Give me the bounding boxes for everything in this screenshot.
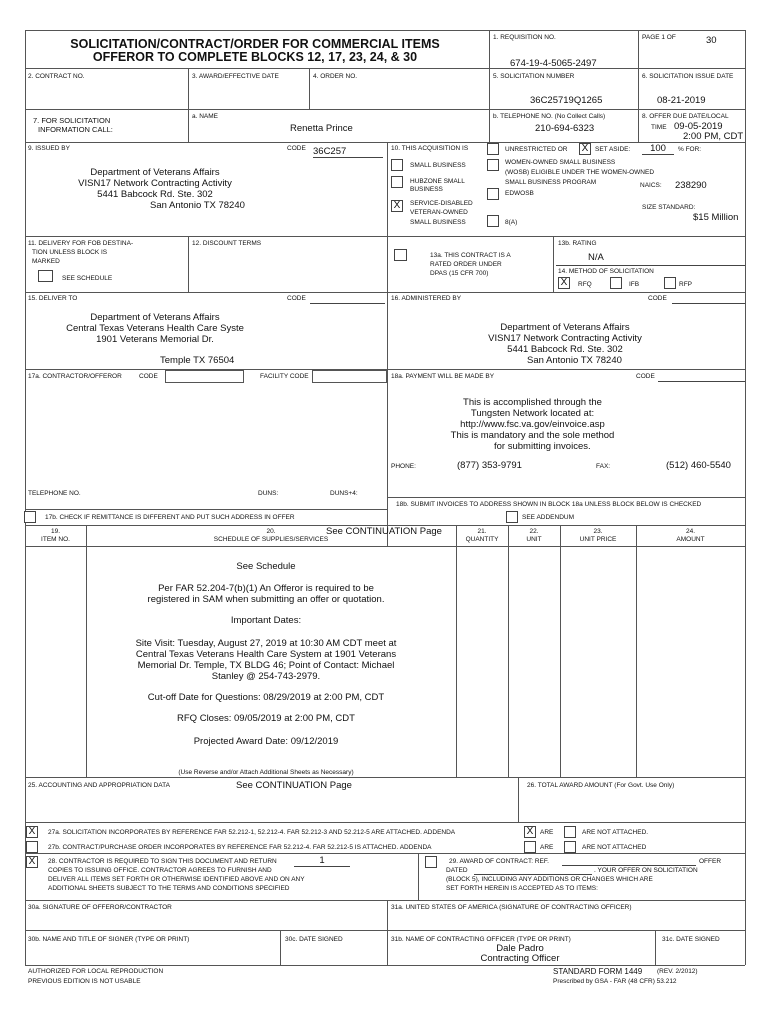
small-business-label: SMALL BUSINESS: [410, 162, 466, 169]
rfp-label: RFP: [679, 281, 692, 288]
info-call-label-2: INFORMATION CALL:: [38, 125, 113, 134]
clause-27b-checkbox[interactable]: [26, 841, 38, 853]
deliver-to-code-label: CODE: [287, 295, 306, 302]
telephone-label: b. TELEPHONE NO. (No Collect Calls): [493, 113, 606, 120]
rfp-checkbox[interactable]: [664, 277, 676, 289]
prescribed-by: Prescribed by GSA - FAR (48 CFR) 53.212: [553, 978, 677, 985]
offeror-date-label: 30c. DATE SIGNED: [285, 936, 343, 943]
requisition-value[interactable]: 674-19-4-5065-2497: [510, 58, 597, 69]
edition-note: PREVIOUS EDITION IS NOT USABLE: [28, 978, 141, 985]
naics-label: NAICS:: [640, 182, 662, 189]
unrestricted-label: UNRESTRICTED OR: [505, 146, 568, 153]
solicitation-number[interactable]: 36C25719Q1265: [530, 95, 603, 106]
clause-27a: 27a. SOLICITATION INCORPORATES BY REFERENCE FAR 52.212-1, 52.212-4. FAR 52.212-3 AND 52.212-5 ARE ATTACHED. ADDENDA: [48, 829, 456, 836]
acquisition-label: 10. THIS ACQUISITION IS: [391, 145, 469, 152]
payment-phone[interactable]: (877) 353-9791: [457, 460, 522, 471]
addendum-checkbox[interactable]: [506, 511, 518, 523]
wosb-label: WOMEN-OWNED SMALL BUSINESS: [505, 159, 616, 166]
issued-by-code-label: CODE: [287, 145, 306, 152]
edwosb-label: EDWOSB: [505, 190, 534, 197]
rated-order-label: 13a. THIS CONTRACT IS A: [430, 252, 511, 259]
rated-order-checkbox[interactable]: [394, 249, 407, 261]
contractor-label: 17a. CONTRACTOR/OFFEROR: [28, 373, 122, 380]
wosb-checkbox[interactable]: [487, 159, 499, 171]
contact-name[interactable]: Renetta Prince: [290, 123, 353, 134]
facility-code-field[interactable]: [312, 370, 387, 383]
info-call-label-1: 7. FOR SOLICITATION: [33, 116, 111, 125]
contract-no-label: 2. CONTRACT NO.: [28, 73, 85, 80]
reproduction-note: AUTHORIZED FOR LOCAL REPRODUCTION: [28, 968, 164, 975]
remittance-checkbox[interactable]: [24, 511, 36, 523]
clause-27b-are-not-checkbox[interactable]: [564, 841, 576, 853]
clause-27a-are-not-checkbox[interactable]: [564, 826, 576, 838]
page-count: 30: [706, 35, 717, 46]
clause-29: 29. AWARD OF CONTRACT: REF.: [449, 858, 549, 865]
deliver-to-label: 15. DELIVER TO: [28, 295, 78, 302]
form-number: STANDARD FORM 1449: [553, 967, 643, 976]
title-line-2: OFFEROR TO COMPLETE BLOCKS 12, 17, 23, 24, & 30: [92, 50, 418, 64]
offeror-signature-label: 30a. SIGNATURE OF OFFEROR/CONTRACTOR: [28, 904, 172, 911]
payment-label: 18a. PAYMENT WILL BE MADE BY: [391, 373, 495, 380]
payment-code-label: CODE: [636, 373, 655, 380]
submit-invoices-label: 18b. SUBMIT INVOICES TO ADDRESS SHOWN IN BLOCK 18a UNLESS BLOCK BELOW IS CHECKED: [396, 501, 702, 508]
addendum-label: SEE ADDENDUM: [522, 514, 575, 521]
duns4-label: DUNS+4:: [330, 490, 358, 497]
size-standard[interactable]: $15 Million: [693, 212, 739, 223]
payment-fax[interactable]: (512) 460-5540: [666, 460, 731, 471]
small-business-checkbox[interactable]: [391, 159, 403, 171]
administered-code-label: CODE: [648, 295, 667, 302]
telephone-no-label: TELEPHONE NO.: [28, 490, 81, 497]
time-label: TIME: [651, 124, 667, 131]
rating-label: 13b. RATING: [558, 240, 597, 247]
rfq-label: RFQ: [578, 281, 592, 288]
continuation-link: See CONTINUATION Page: [326, 526, 442, 537]
due-date-label: 8. OFFER DUE DATE/LOCAL: [642, 113, 729, 120]
clause-27a-checkbox[interactable]: X: [26, 826, 38, 838]
payment-phone-label: PHONE:: [391, 463, 416, 470]
sdvosb-label: SERVICE-DISABLED: [410, 200, 473, 207]
clause-28: 28. CONTRACTOR IS REQUIRED TO SIGN THIS DOCUMENT AND RETURN: [48, 858, 277, 865]
hubzone-label: HUBZONE SMALL: [410, 178, 465, 185]
officer-title: Contracting Officer: [480, 953, 560, 964]
officer-name: Dale Padro: [496, 943, 544, 954]
size-standard-label: SIZE STANDARD:: [642, 204, 696, 211]
delivery-label: 11. DELIVERY FOR FOB DESTINA-: [28, 240, 134, 247]
administered-by-label: 16. ADMINISTERED BY: [391, 295, 462, 302]
signer-name-label: 30b. NAME AND TITLE OF SIGNER (TYPE OR PRINT): [28, 936, 190, 943]
method-label: 14. METHOD OF SOLICITATION: [558, 268, 654, 275]
discount-terms-label: 12. DISCOUNT TERMS: [192, 240, 262, 247]
set-aside-label: SET ASIDE:: [595, 146, 631, 153]
officer-date-label: 31c. DATE SIGNED: [662, 936, 720, 943]
duns-label: DUNS:: [258, 490, 279, 497]
page-label: PAGE 1 OF: [642, 34, 676, 41]
payment-fax-label: FAX:: [596, 463, 611, 470]
contractor-code-field[interactable]: [165, 370, 244, 383]
title-line-1: SOLICITATION/CONTRACT/ORDER FOR COMMERCIAL ITEMS: [70, 37, 440, 51]
clause-29-checkbox[interactable]: [425, 856, 437, 868]
issue-date-label: 6. SOLICITATION ISSUE DATE: [642, 73, 734, 80]
see-schedule-label: SEE SCHEDULE: [62, 275, 113, 282]
clause-27b: 27b. CONTRACT/PURCHASE ORDER INCORPORATES BY REFERENCE FAR 52.212-4. FAR 52.212-5 IS ATTACHED. ADDENDA: [48, 844, 432, 851]
copies-count[interactable]: 1: [294, 855, 350, 867]
ifb-checkbox[interactable]: [610, 277, 622, 289]
clause-27a-are-checkbox[interactable]: X: [524, 826, 536, 838]
officer-signature-label: 31a. UNITED STATES OF AMERICA (SIGNATURE OF CONTRACTING OFFICER): [391, 904, 632, 911]
award-date-label: 3. AWARD/EFFECTIVE DATE: [192, 73, 279, 80]
contact-phone[interactable]: 210-694-6323: [535, 123, 595, 134]
edwosb-checkbox[interactable]: [487, 188, 499, 200]
naics-code[interactable]: 238290: [675, 180, 707, 191]
order-no-label: 4. ORDER NO.: [313, 73, 358, 80]
facility-code-label: FACILITY CODE: [260, 373, 309, 380]
percent-for-label: % FOR:: [678, 146, 702, 153]
eight-a-label: 8(A): [505, 219, 518, 226]
accounting-label: 25. ACCOUNTING AND APPROPRIATION DATA: [28, 782, 170, 789]
set-aside-percent[interactable]: 100: [642, 143, 674, 155]
accounting-value: See CONTINUATION Page: [236, 780, 352, 791]
issued-by-label: 9. ISSUED BY: [28, 145, 70, 152]
rating-value[interactable]: N/A: [588, 252, 604, 263]
rfq-checkbox[interactable]: X: [558, 277, 570, 289]
eight-a-checkbox[interactable]: [487, 215, 499, 227]
officer-name-label: 31b. NAME OF CONTRACTING OFFICER (TYPE OR PRINT): [391, 936, 571, 943]
due-date[interactable]: 09-05-2019: [674, 121, 723, 132]
total-award-label: 26. TOTAL AWARD AMOUNT (For Govt. Use Only): [527, 782, 675, 789]
set-aside-checkbox[interactable]: X: [579, 143, 591, 155]
unrestricted-checkbox[interactable]: [487, 143, 499, 155]
issued-by-code[interactable]: 36C257: [313, 146, 383, 158]
ifb-label: IFB: [629, 281, 640, 288]
name-label: a. NAME: [192, 113, 219, 120]
solicitation-number-label: 5. SOLICITATION NUMBER: [493, 73, 575, 80]
hubzone-checkbox[interactable]: [391, 176, 403, 188]
form-revision: (REV. 2/2012): [657, 968, 698, 975]
issue-date[interactable]: 08-21-2019: [657, 95, 706, 106]
requisition-label: 1. REQUISITION NO.: [493, 34, 556, 41]
contractor-code-label: CODE: [139, 373, 158, 380]
due-time[interactable]: 2:00 PM, CDT: [683, 131, 744, 142]
remittance-label: 17b. CHECK IF REMITTANCE IS DIFFERENT AND PUT SUCH ADDRESS IN OFFER: [45, 514, 295, 521]
sdvosb-checkbox[interactable]: X: [391, 200, 403, 212]
clause-28-checkbox[interactable]: X: [26, 856, 38, 868]
see-schedule-checkbox[interactable]: [38, 270, 53, 282]
clause-27b-are-checkbox[interactable]: [524, 841, 536, 853]
